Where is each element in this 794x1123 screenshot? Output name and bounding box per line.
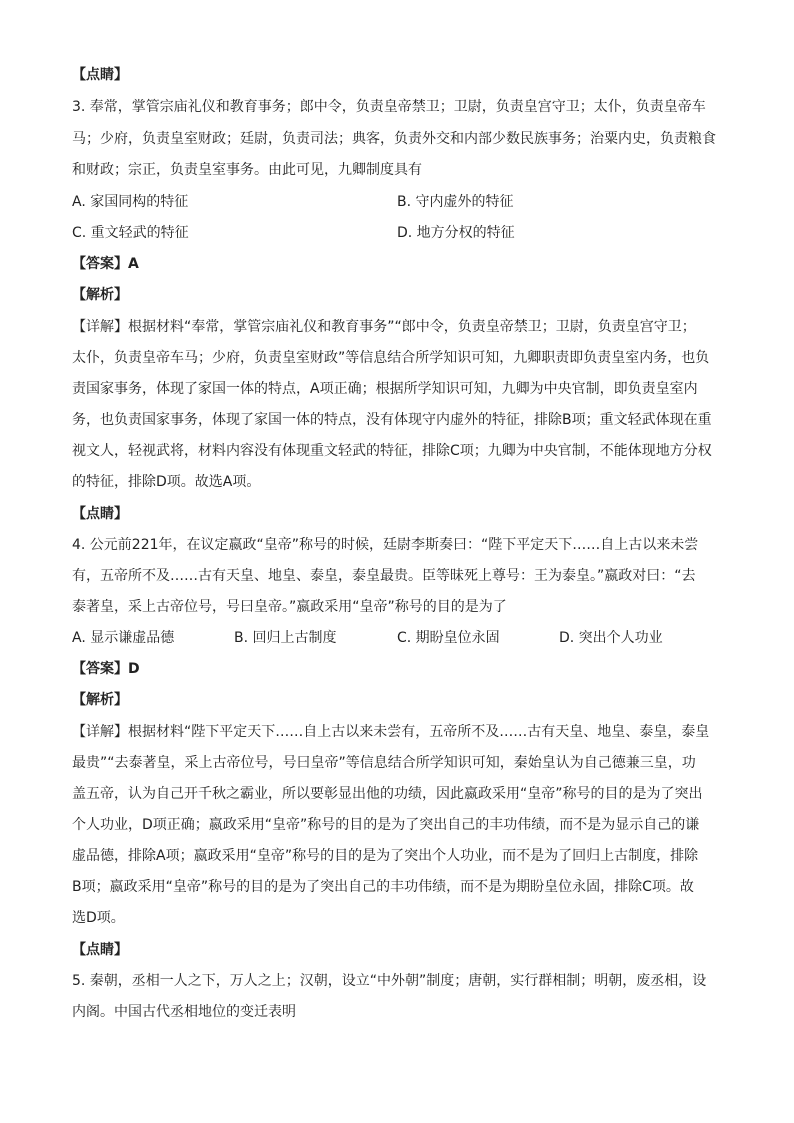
q3-dianjing-heading: 【点睛】	[72, 506, 128, 522]
q4-stem-line-1: 4. 公元前221年，在议定嬴政“皇帝”称号的时候，廷尉李斯奏曰：“陛下平定天下……自上古以来未尝	[72, 537, 699, 553]
q3-option-a: A. 家国同构的特征	[72, 194, 189, 210]
q4-detail-line-7: 选D项。	[72, 910, 125, 926]
q4-option-c: C. 期盼皇位永固	[397, 630, 500, 646]
q3-detail-line-6: 的特征，排除D项。故选A项。	[72, 474, 261, 490]
q4-detail-line-6: B项；嬴政采用“皇帝”称号的目的是为了突出自己的丰功伟绩，而不是为期盼皇位永固，排除C项。故	[72, 879, 694, 895]
q4-option-d: D. 突出个人功业	[559, 630, 663, 646]
q3-option-b: B. 守内虚外的特征	[397, 194, 514, 210]
q4-analysis-heading: 【解析】	[72, 692, 128, 708]
q4-detail-line-3: 盖五帝，认为自己开千秋之霸业，所以要彰显出他的功绩，因此嬴政采用“皇帝”称号的目的是为了突出	[72, 786, 703, 802]
q3-detail-line-5: 视文人，轻视武将，材料内容没有体现重文轻武的特征，排除C项；九卿为中央官制，不能体现地方分权	[72, 443, 712, 459]
q3-option-d: D. 地方分权的特征	[397, 225, 515, 241]
q4-dianjing-heading: 【点睛】	[72, 942, 128, 958]
q3-stem-line-1: 3. 奉常，掌管宗庙礼仪和教育事务；郎中令，负责皇帝禁卫；卫尉，负责皇宫守卫；太仆，负责皇帝车	[72, 99, 706, 115]
q4-detail-line-2: 最贵”“去泰著皇，采上古帝位号，号曰皇帝”等信息结合所学知识可知，秦始皇认为自己德兼三皇，功	[72, 755, 696, 771]
q3-detail-line-2: 太仆，负责皇帝车马；少府，负责皇室财政”等信息结合所学知识可知，九卿职责即负责皇室内务，也负	[72, 350, 710, 366]
q3-detail-line-3: 责国家事务，体现了家国一体的特点，A项正确；根据所学知识可知，九卿为中央官制，即负责皇室内	[72, 381, 698, 397]
dianjing-heading: 【点睛】	[72, 67, 128, 83]
q4-option-a: A. 显示谦虚品德	[72, 630, 175, 646]
q3-stem-line-2: 马；少府，负责皇室财政；廷尉，负责司法；典客，负责外交和内部少数民族事务；治粟内史，负责粮食	[72, 131, 716, 147]
q5-stem-line-2: 内阁。中国古代丞相地位的变迁表明	[72, 1004, 296, 1020]
q3-analysis-heading: 【解析】	[72, 287, 128, 303]
q3-detail-line-1: 【详解】根据材料“奉常，掌管宗庙礼仪和教育事务”“郎中令，负责皇帝禁卫；卫尉，负责皇宫守卫；	[72, 319, 696, 335]
q5-stem-line-1: 5. 秦朝，丞相一人之下，万人之上；汉朝，设立“中外朝”制度；唐朝，实行群相制；明朝，废丞相，设	[72, 973, 707, 989]
q4-stem-line-2: 有，五帝所不及……古有天皇、地皇、泰皇，泰皇最贵。臣等昧死上尊号：王为泰皇。”嬴政对曰：“去	[72, 568, 696, 584]
q4-option-b: B. 回归上古制度	[234, 630, 337, 646]
q3-answer: 【答案】A	[72, 256, 139, 272]
q3-option-c: C. 重文轻武的特征	[72, 225, 189, 241]
q4-stem-line-3: 泰著皇，采上古帝位号，号曰皇帝。”嬴政采用“皇帝”称号的目的是为了	[72, 599, 507, 615]
q4-detail-line-1: 【详解】根据材料“陛下平定天下……自上古以来未尝有，五帝所不及……古有天皇、地皇、泰皇，泰皇	[72, 724, 710, 740]
q4-detail-line-4: 个人功业，D项正确；嬴政采用“皇帝”称号的目的是为了突出自己的丰功伟绩，而不是为显示自己的谦	[72, 817, 700, 833]
q3-stem-line-3: 和财政；宗正，负责皇室事务。由此可见，九卿制度具有	[72, 162, 422, 178]
q4-answer: 【答案】D	[72, 661, 140, 677]
q3-detail-line-4: 务，也负责国家事务，体现了家国一体的特点，没有体现守内虚外的特征，排除B项；重文轻武体现在重	[72, 412, 712, 428]
q4-detail-line-5: 虚品德，排除A项；嬴政采用“皇帝”称号的目的是为了突出个人功业，而不是为了回归上古制度，排除	[72, 848, 699, 864]
